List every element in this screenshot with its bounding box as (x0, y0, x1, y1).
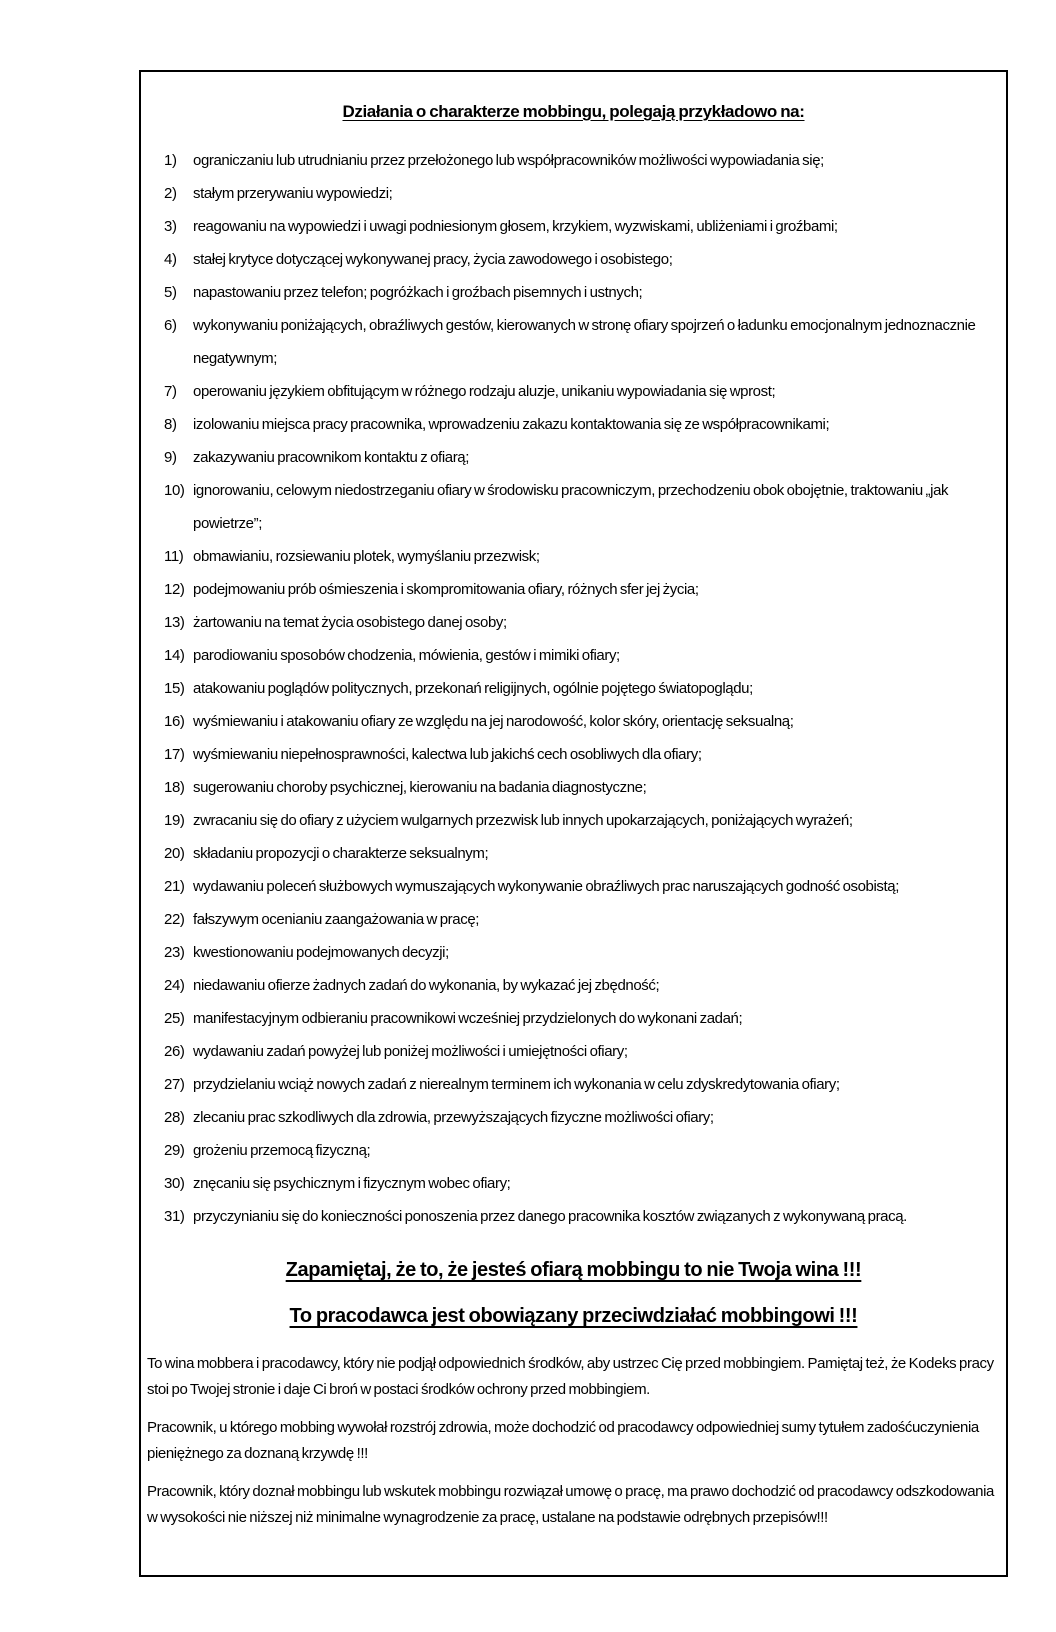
list-item (164, 540, 998, 573)
list-item-text: sugerowaniu choroby psychicznej, kierowaniu na badania diagnostyczne; (193, 779, 647, 796)
list-item-number: 9) (164, 449, 177, 466)
list-item-text: wydawaniu poleceń służbowych wymuszających wykonywanie obraźliwych prac naruszających godność osobistą; (193, 878, 900, 895)
list-item-number: 26) (164, 1043, 185, 1060)
list-item-text: składaniu propozycji o charakterze seksualnym; (193, 845, 489, 862)
list-item (164, 1002, 998, 1035)
list-item-text: ograniczaniu lub utrudnianiu przez przełożonego lub współpracowników możliwości wypowiadania się; (193, 152, 824, 169)
document-title: Działania o charakterze mobbingu, polegają przykładowo na: (342, 102, 805, 121)
paragraph-contract-damages: Pracownik, który doznał mobbingu lub wskutek mobbingu rozwiązał umowę o pracę, ma prawo dochodzić od pracodawcy odszkodowania w wysokości nie niższej niż minimalne wynagrodzenie za pracę, ustalane na podstawie odrębnych przepisów!!! (147, 1483, 994, 1526)
list-item (164, 936, 998, 969)
list-item-number: 24) (164, 977, 185, 994)
list-item (164, 738, 998, 771)
list-item-number: 31) (164, 1208, 185, 1225)
list-item-number: 6) (164, 317, 177, 334)
list-item-number: 17) (164, 746, 185, 763)
list-item-text: manifestacyjnym odbieraniu pracownikowi wcześniej przydzielonych do wykonani zadań; (193, 1010, 743, 1027)
list-item-text: operowaniu językiem obfitującym w różnego rodzaju aluzje, unikaniu wypowiadania się wprost; (193, 383, 776, 400)
list-item-text: zakazywaniu pracownikom kontaktu z ofiarą; (193, 449, 470, 466)
list-item-text: znęcaniu się psychicznym i fizycznym wobec ofiary; (193, 1175, 511, 1192)
list-item (164, 441, 998, 474)
list-item (164, 408, 998, 441)
list-item-text: parodiowaniu sposobów chodzenia, mówienia, gestów i mimiki ofiary; (193, 647, 620, 664)
list-item-number: 15) (164, 680, 185, 697)
list-item (164, 276, 998, 309)
list-item-text: fałszywym ocenianiu zaangażowania w pracę; (193, 911, 480, 928)
list-item (164, 474, 998, 540)
list-item-number: 28) (164, 1109, 185, 1126)
list-item-text: niedawaniu ofierze żadnych zadań do wykonania, by wykazać jej zbędność; (193, 977, 660, 994)
list-item (164, 969, 998, 1002)
list-item-number: 4) (164, 251, 177, 268)
list-item-number: 16) (164, 713, 185, 730)
list-item-number: 20) (164, 845, 185, 862)
list-item (164, 1134, 998, 1167)
list-item-number: 25) (164, 1010, 185, 1027)
list-item (164, 1167, 998, 1200)
list-item-number: 23) (164, 944, 185, 961)
list-item (164, 870, 998, 903)
list-item (164, 1068, 998, 1101)
list-item-number: 10) (164, 482, 185, 499)
list-item-text: żartowaniu na temat życia osobistego danej osoby; (193, 614, 507, 631)
list-item-text: wydawaniu zadań powyżej lub poniżej możliwości i umiejętności ofiary; (193, 1043, 628, 1060)
list-item-number: 19) (164, 812, 185, 829)
list-item-number: 12) (164, 581, 185, 598)
list-item (164, 573, 998, 606)
list-item (164, 804, 998, 837)
list-item-number: 22) (164, 911, 185, 928)
list-item (164, 309, 998, 375)
list-item (164, 903, 998, 936)
highlight-victim-not-your-fault: Zapamiętaj, że to, że jesteś ofiarą mobbingu to nie Twoja wina !!! (285, 1259, 862, 1281)
list-item (164, 771, 998, 804)
list-item-number: 3) (164, 218, 177, 235)
list-item (164, 606, 998, 639)
list-item (164, 243, 998, 276)
paragraph-health-compensation: Pracownik, u którego mobbing wywołał rozstrój zdrowia, może dochodzić od pracodawcy odpowiedniej sumy tytułem zadośćuczynienia pieniężnego za doznaną krzywdę !!! (147, 1419, 979, 1462)
list-item (164, 1035, 998, 1068)
list-item-text: wykonywaniu poniżających, obraźliwych gestów, kierowanych w stronę ofiary spojrzeń o ładunku emocjonalnym jednoznacznie negatywnym; (193, 317, 976, 367)
list-item-number: 1) (164, 152, 177, 169)
list-item (164, 1101, 998, 1134)
list-item-text: reagowaniu na wypowiedzi i uwagi podniesionym głosem, krzykiem, wyzwiskami, ubliżeniami i groźbami; (193, 218, 838, 235)
list-item (164, 837, 998, 870)
list-item-text: kwestionowaniu podejmowanych decyzji; (193, 944, 449, 961)
list-item (164, 210, 998, 243)
list-item-number: 7) (164, 383, 177, 400)
list-item-text: grożeniu przemocą fizyczną; (193, 1142, 371, 1159)
closing-paragraphs (141, 1351, 1006, 1531)
list-item-text: wyśmiewaniu i atakowaniu ofiary ze względu na jej narodowość, kolor skóry, orientację seksualną; (193, 713, 794, 730)
list-item-number: 29) (164, 1142, 185, 1159)
list-item-number: 11) (164, 548, 184, 565)
list-item-number: 18) (164, 779, 185, 796)
list-item-text: napastowaniu przez telefon; pogróżkach i groźbach pisemnych i ustnych; (193, 284, 643, 301)
list-item-number: 8) (164, 416, 177, 433)
paragraph-mobber-blame: To wina mobbera i pracodawcy, który nie podjął odpowiednich środków, aby ustrzec Cię przed mobbingiem. Pamiętaj też, że Kodeks pracy stoi po Twojej stronie i daje Ci broń w postaci środków ochrony przed mobbingiem. (147, 1355, 994, 1398)
list-item-text: izolowaniu miejsca pracy pracownika, wprowadzeniu zakazu kontaktowania się ze współpracownikami; (193, 416, 830, 433)
list-item (164, 705, 998, 738)
list-item-text: przydzielaniu wciąż nowych zadań z nierealnym terminem ich wykonania w celu zdyskredytowania ofiary; (193, 1076, 840, 1093)
list-item-text: podejmowaniu prób ośmieszenia i skompromitowania ofiary, różnych sfer jej życia; (193, 581, 699, 598)
list-item-number: 14) (164, 647, 185, 664)
list-item-number: 21) (164, 878, 185, 895)
list-item-number: 5) (164, 284, 177, 301)
list-item (164, 639, 998, 672)
list-item-number: 30) (164, 1175, 185, 1192)
list-item-text: stałej krytyce dotyczącej wykonywanej pracy, życia zawodowego i osobistego; (193, 251, 673, 268)
list-item (164, 672, 998, 705)
list-item (164, 1200, 998, 1233)
highlight-employer-obligation: To pracodawca jest obowiązany przeciwdziałać mobbingowi !!! (289, 1305, 858, 1327)
list-item-text: ignorowaniu, celowym niedostrzeganiu ofiary w środowisku pracowniczym, przechodzeniu obok obojętnie, traktowaniu „jak powietrze”; (193, 482, 949, 532)
list-item (164, 375, 998, 408)
list-item-text: stałym przerywaniu wypowiedzi; (193, 185, 393, 202)
list-item (164, 144, 998, 177)
mobbing-behaviors-list (141, 138, 1006, 1233)
list-item-number: 13) (164, 614, 185, 631)
list-item (164, 177, 998, 210)
list-item-text: przyczynianiu się do konieczności ponoszenia przez danego pracownika kosztów związanych z wykonywaną pracą. (193, 1208, 907, 1225)
list-item-number: 27) (164, 1076, 185, 1093)
list-item-text: zlecaniu prac szkodliwych dla zdrowia, przewyższających fizyczne możliwości ofiary; (193, 1109, 714, 1126)
list-item-text: wyśmiewaniu niepełnosprawności, kalectwa lub jakichś cech osobliwych dla ofiary; (193, 746, 702, 763)
list-item-text: zwracaniu się do ofiary z użyciem wulgarnych przezwisk lub innych upokarzających, poniżających wyrażeń; (193, 812, 853, 829)
document-frame (139, 70, 1008, 1577)
list-item-text: obmawianiu, rozsiewaniu plotek, wymyślaniu przezwisk; (193, 548, 540, 565)
list-item-text: atakowaniu poglądów politycznych, przekonań religijnych, ogólnie pojętego światopoglądu; (193, 680, 753, 697)
list-item-number: 2) (164, 185, 177, 202)
